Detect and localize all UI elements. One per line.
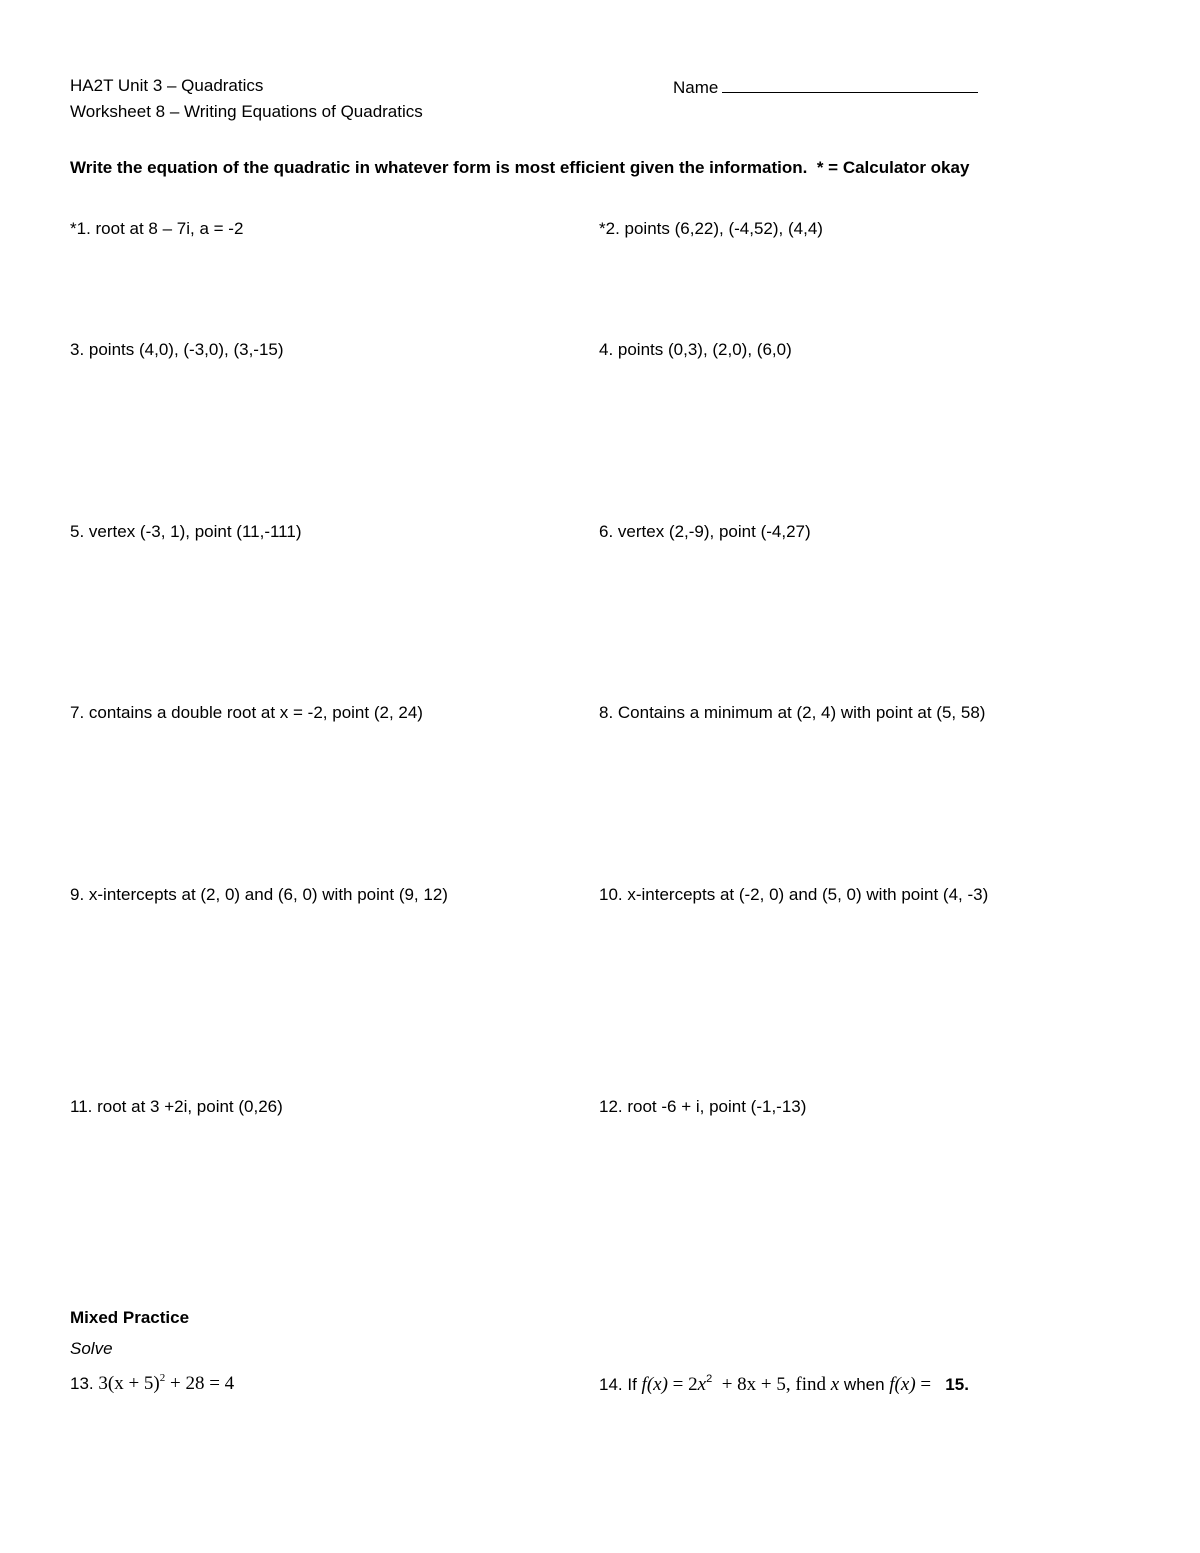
problem-11: 11. root at 3 +2i, point (0,26) bbox=[70, 1097, 283, 1116]
name-field[interactable] bbox=[673, 76, 978, 98]
name-line[interactable] bbox=[722, 76, 978, 93]
solve-subheading: Solve bbox=[70, 1339, 113, 1358]
problem-7: 7. contains a double root at x = -2, point (2, 24) bbox=[70, 703, 423, 722]
course-title: HA2T Unit 3 – Quadratics bbox=[70, 76, 264, 95]
name-label: Name bbox=[673, 78, 719, 97]
mixed-practice-heading: Mixed Practice bbox=[70, 1308, 190, 1327]
problem-6: 6. vertex (2,-9), point (-4,27) bbox=[599, 522, 811, 541]
problem-8: 8. Contains a minimum at (2, 4) with point at (5, 58) bbox=[599, 703, 986, 722]
instructions: Write the equation of the quadratic in whatever form is most efficient given the information. * = Calculator okay bbox=[70, 158, 970, 177]
problem-14: 14. If $f(x) = 2x^2 + 8x + 5$, find x when f(x) = 15. bbox=[599, 1373, 969, 1395]
problem-9: 9. x-intercepts at (2, 0) and (6, 0) with point (9, 12) bbox=[70, 885, 448, 904]
problem-13-number: 13. bbox=[70, 1374, 94, 1393]
problem-5: 5. vertex (-3, 1), point (11,-111) bbox=[70, 522, 302, 541]
problem-14-value: 15. bbox=[945, 1375, 969, 1394]
problem-4: 4. points (0,3), (2,0), (6,0) bbox=[599, 340, 792, 359]
problem-13-equation: $3(x + 5)^2 + 28 = 4$ bbox=[98, 1372, 235, 1394]
problem-3: 3. points (4,0), (-3,0), (3,-15) bbox=[70, 340, 284, 359]
problem-13 bbox=[70, 1373, 234, 1395]
problem-10: 10. x-intercepts at (-2, 0) and (5, 0) with point (4, -3) bbox=[599, 885, 989, 904]
problem-14-number: 14. bbox=[599, 1375, 623, 1394]
worksheet-title: Worksheet 8 – Writing Equations of Quadratics bbox=[70, 102, 423, 121]
problem-2: *2. points (6,22), (-4,52), (4,4) bbox=[599, 219, 823, 238]
problem-1: *1. root at 8 – 7i, a = -2 bbox=[70, 219, 244, 238]
problem-12: 12. root -6 + i, point (-1,-13) bbox=[599, 1097, 807, 1116]
